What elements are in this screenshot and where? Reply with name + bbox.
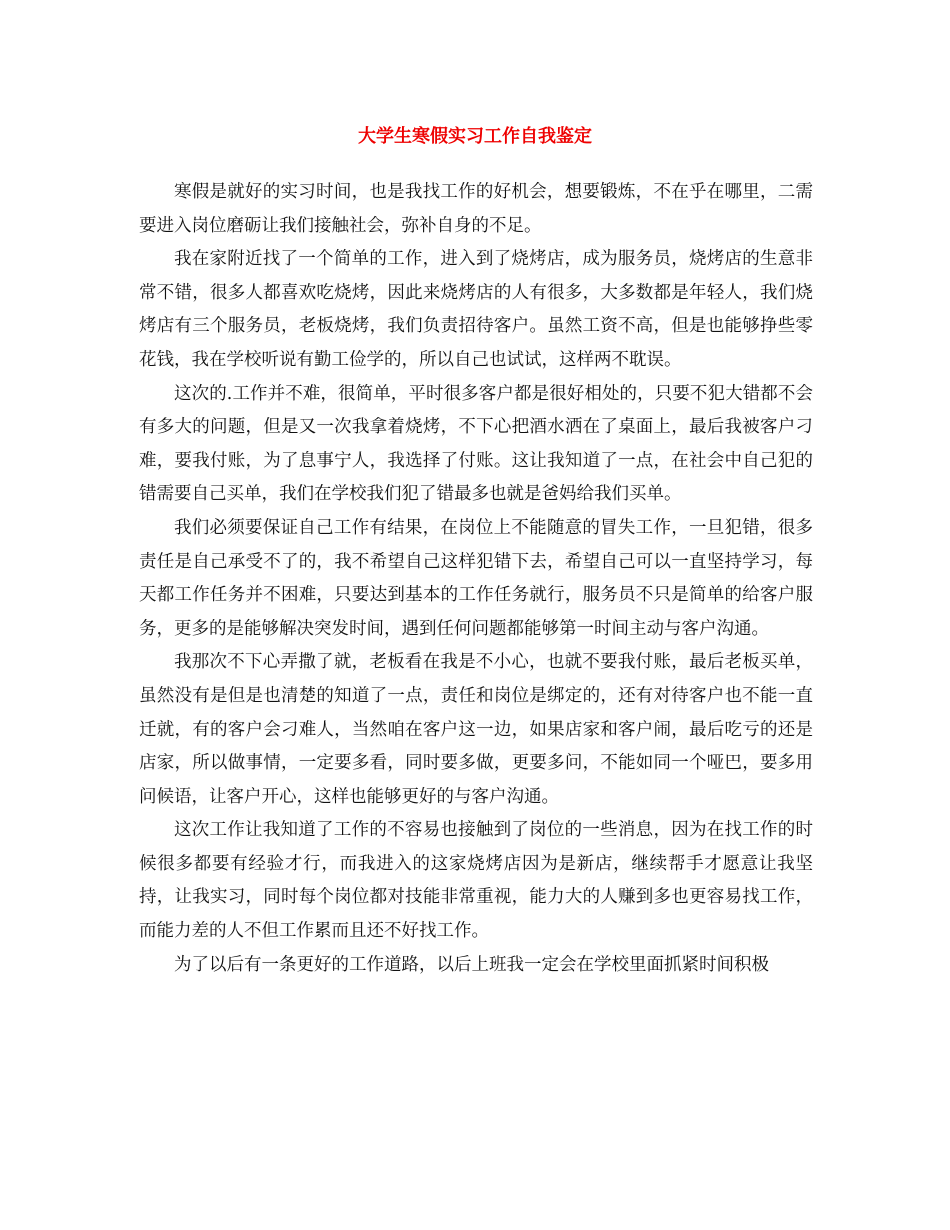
paragraph-2: 我在家附近找了一个简单的工作，进入到了烧烤店，成为服务员，烧烤店的生意非常不错，很多人都喜欢吃烧烤，因此来烧烤店的人有很多，大多数都是年轻人，我们烧烤店有三个服务员，老板烧烤，我们负责招待客户。虽然工资不高，但是也能够挣些零花钱，我在学校听说有勤工俭学的，所以自己也试试，这样两不耽误。 — [139, 249, 813, 370]
paragraph-4: 我们必须要保证自己工作有结果，在岗位上不能随意的冒失工作，一旦犯错，很多责任是自己承受不了的，我不希望自己这样犯错下去，希望自己可以一直坚持学习，每天都工作任务并不困难，只要达到基本的工作任务就行，服务员不只是简单的给客户服务，更多的是能够解决突发时间，遇到任何问题都能够第一时间主动与客户沟通。 — [139, 517, 813, 639]
paragraph-7: 为了以后有一条更好的工作道路，以后上班我一定会在学校里面抓紧时间积极 — [174, 954, 769, 975]
paragraph-5: 我那次不下心弄撒了就，老板看在我是不小心，也就不要我付账，最后老板买单，虽然没有是但是也清楚的知道了一点，责任和岗位是绑定的，还有对待客户也不能一直迁就，有的客户会刁难人，当然咱在客户这一边，如果店家和客户闹，最后吃亏的还是店家，所以做事情，一定要多看，同时要多做，更要多问，不能如同一个哑巴，要多用问候语，让客户开心，这样也能够更好的与客户沟通。 — [139, 652, 813, 807]
paragraph-3: 这次的.工作并不难，很简单，平时很多客户都是很好相处的，只要不犯大错都不会有多大的问题，但是又一次我拿着烧烤，不下心把酒水洒在了桌面上，最后我被客户刁难，要我付账，为了息事宁人，我选择了付账。这让我知道了一点，在社会中自己犯的错需要自己买单，我们在学校我们犯了错最多也就是爸妈给我们买单。 — [139, 383, 813, 505]
document-body — [139, 176, 813, 982]
document-title: 大学生寒假实习工作自我鉴定 — [358, 126, 592, 147]
paragraph-6: 这次工作让我知道了工作的不容易也接触到了岗位的一些消息，因为在找工作的时候很多都要有经验才行，而我进入的这家烧烤店因为是新店，继续帮手才愿意让我坚持，让我实习，同时每个岗位都对技能非常重视，能力大的人赚到多也更容易找工作，而能力差的人不但工作累而且还不好找工作。 — [139, 820, 813, 942]
paragraph-1: 寒假是就好的实习时间，也是我找工作的好机会，想要锻炼，不在乎在哪里，二需要进入岗位磨砺让我们接触社会，弥补自身的不足。 — [139, 182, 813, 236]
